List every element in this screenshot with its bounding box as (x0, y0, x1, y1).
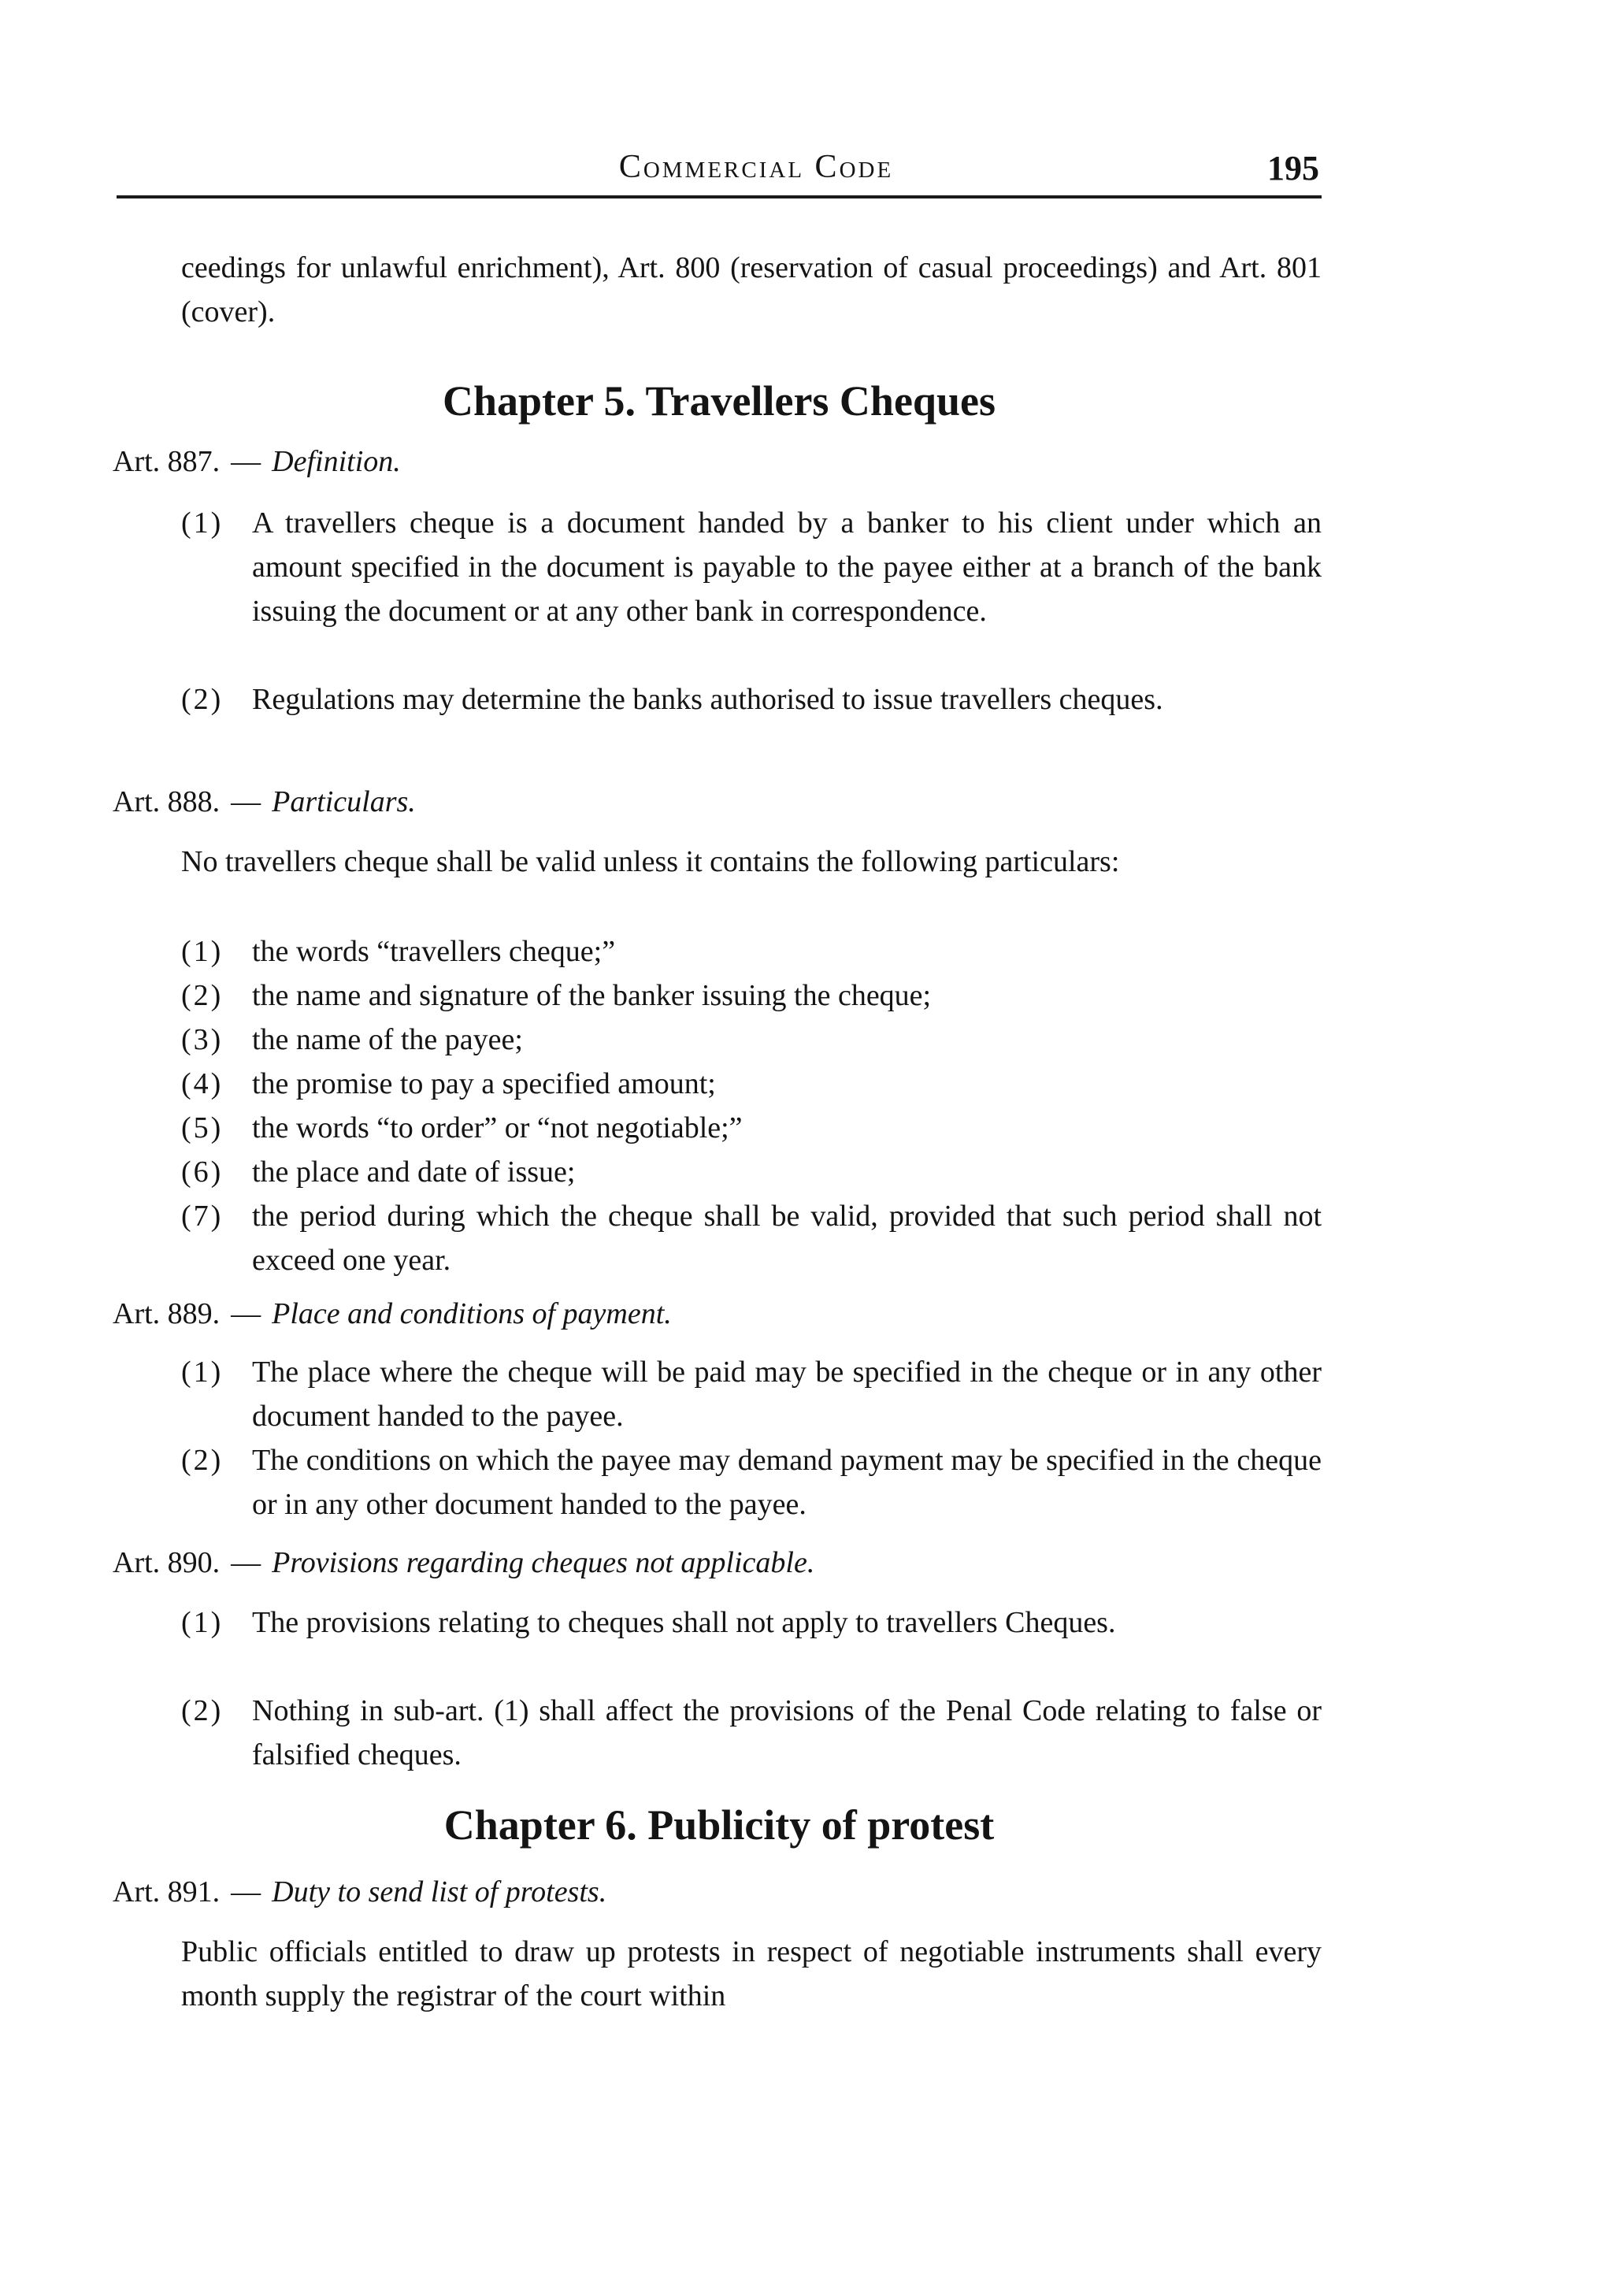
article-title: Provisions regarding cheques not applicable. (272, 1546, 815, 1579)
item-number: (2) (181, 683, 224, 716)
article-title: Place and conditions of payment. (272, 1297, 672, 1330)
intro-paragraph: ceedings for unlawful enrichment), Art. 800 (reservation of casual proceedings) and Art. 801 (cover). (181, 251, 1322, 328)
article-888-item-2 (181, 974, 1322, 1018)
article-888-heading (113, 780, 416, 824)
article-890-heading (113, 1541, 814, 1585)
article-890-item-1 (181, 1601, 1322, 1645)
article-888-intro: No travellers cheque shall be valid unless it contains the following particulars: (181, 845, 1120, 878)
item-number: (4) (181, 1067, 224, 1100)
item-text: the place and date of issue; (252, 1155, 576, 1189)
article-888-item-4 (181, 1062, 1322, 1106)
article-dash: — (231, 1297, 261, 1330)
article-887-heading (113, 440, 401, 484)
item-text: the period during which the cheque shall be valid, provided that such period shall not exceed one year. (252, 1200, 1322, 1277)
article-888-item-3 (181, 1018, 1322, 1062)
article-dash: — (231, 1875, 261, 1908)
article-number: Art. 888. (113, 785, 221, 818)
article-number: Art. 889. (113, 1297, 221, 1330)
article-title: Definition. (272, 445, 401, 478)
page-number: 195 (1267, 149, 1319, 187)
article-887-item-1 (181, 501, 1322, 633)
article-dash: — (231, 785, 261, 818)
chapter-5-title: Chapter 5. Travellers Cheques (443, 377, 996, 425)
article-889-item-1 (181, 1350, 1322, 1438)
item-number: (7) (181, 1200, 224, 1233)
item-text: Regulations may determine the banks authorised to issue travellers cheques. (252, 683, 1163, 716)
item-text: the name of the payee; (252, 1023, 523, 1056)
item-text: the promise to pay a specified amount; (252, 1067, 716, 1100)
item-number: (2) (181, 1444, 224, 1477)
article-888-item-7 (181, 1194, 1322, 1282)
item-text: the words “to order” or “not negotiable;” (252, 1111, 743, 1144)
article-number: Art. 891. (113, 1875, 221, 1908)
item-number: (3) (181, 1023, 224, 1056)
item-number: (2) (181, 1694, 224, 1727)
item-number: (1) (181, 1606, 224, 1639)
item-text: Nothing in sub-art. (1) shall affect the provisions of the Penal Code relating to false or falsified cheques. (252, 1694, 1322, 1771)
item-text: The provisions relating to cheques shall not apply to travellers Cheques. (252, 1606, 1116, 1639)
article-888-item-1 (181, 929, 1322, 974)
item-number: (2) (181, 979, 224, 1012)
article-title: Particulars. (272, 785, 416, 818)
item-number: (1) (181, 506, 224, 540)
article-dash: — (231, 1546, 261, 1579)
item-text: A travellers cheque is a document handed by a banker to his client under which an amount specified in the document is payable to the payee either at a branch of the bank issuing the document or at any other bank in correspondence. (252, 506, 1322, 628)
item-number: (1) (181, 1356, 224, 1389)
item-number: (5) (181, 1111, 224, 1144)
article-887-item-2 (181, 677, 1322, 721)
article-889-heading (113, 1292, 672, 1336)
article-891-body: Public officials entitled to draw up protests in respect of negotiable instruments shall every month supply the registrar of the court within (181, 1935, 1322, 2012)
item-text: The place where the cheque will be paid may be specified in the cheque or in any other document handed to the payee. (252, 1356, 1322, 1433)
article-dash: — (231, 445, 261, 478)
item-text: the name and signature of the banker issuing the cheque; (252, 979, 932, 1012)
article-890-item-2 (181, 1689, 1322, 1777)
article-889-item-2 (181, 1438, 1322, 1526)
item-number: (1) (181, 935, 224, 968)
header-rule (117, 195, 1322, 198)
article-number: Art. 890. (113, 1546, 221, 1579)
article-891-heading (113, 1870, 606, 1914)
chapter-6-title: Chapter 6. Publicity of protest (443, 1801, 995, 1849)
article-888-item-6 (181, 1150, 1322, 1194)
item-number: (6) (181, 1155, 224, 1189)
article-number: Art. 887. (113, 445, 221, 478)
item-text: The conditions on which the payee may demand payment may be specified in the cheque or in any other document handed to the payee. (252, 1444, 1322, 1521)
item-text: the words “travellers cheque;” (252, 935, 616, 968)
article-888-item-5 (181, 1106, 1322, 1150)
article-title: Duty to send list of protests. (272, 1875, 607, 1908)
running-header-title: Commercial Code (618, 149, 894, 185)
